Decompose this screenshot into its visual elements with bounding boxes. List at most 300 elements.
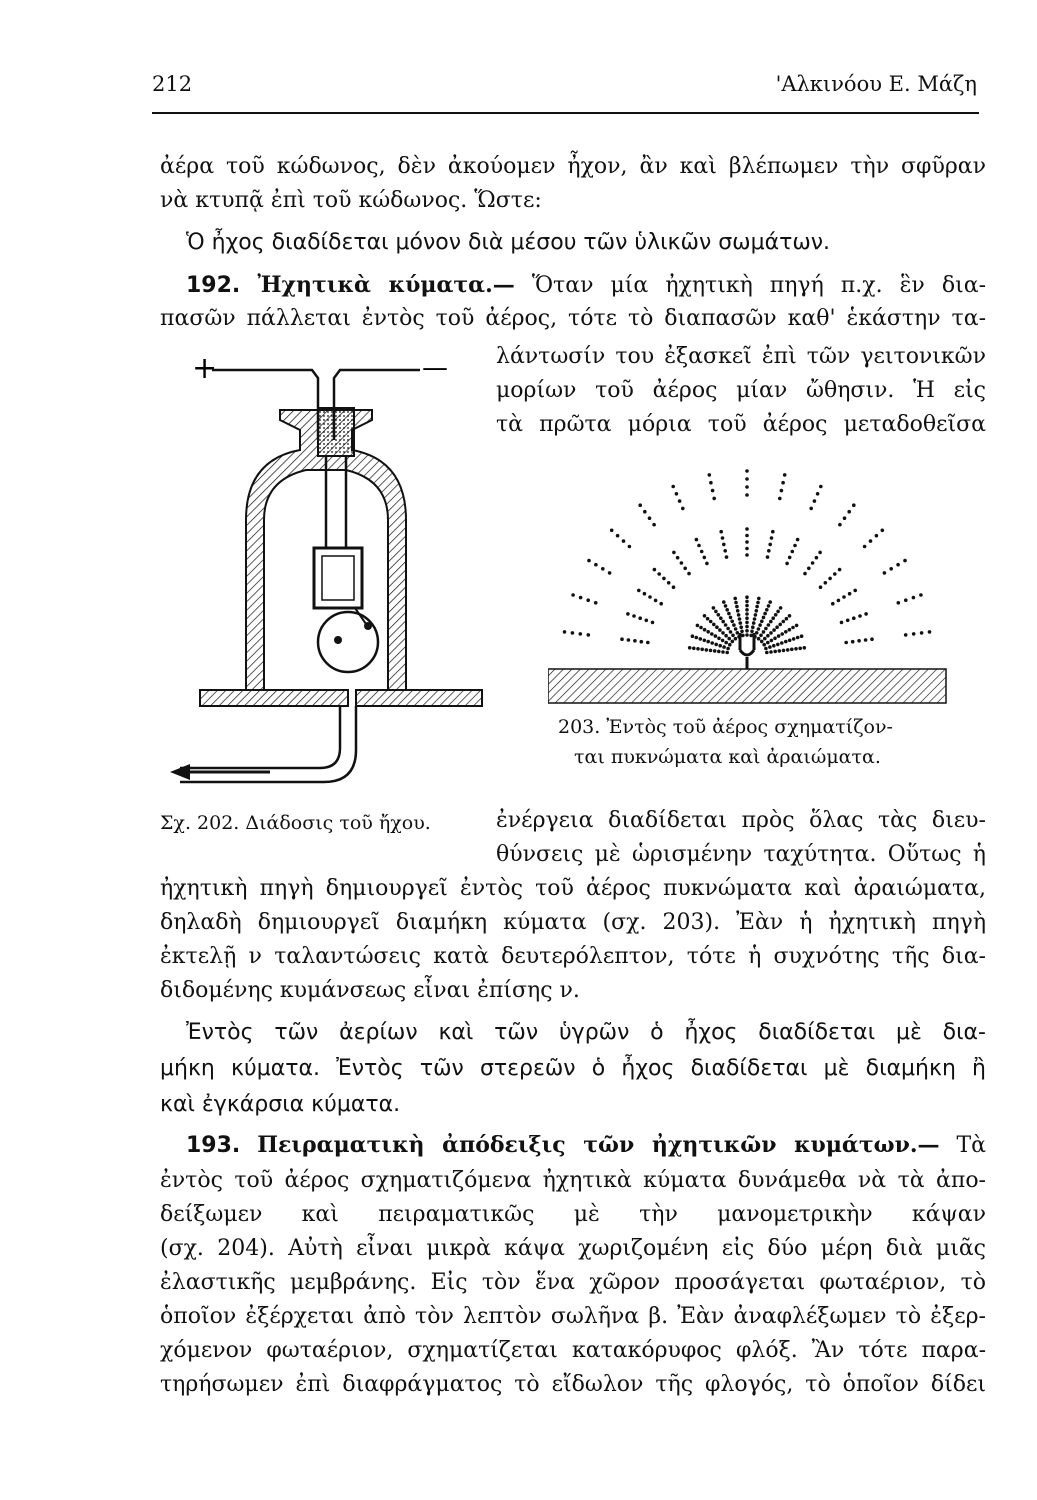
compression-dot — [688, 646, 692, 650]
compression-dot — [766, 634, 770, 638]
compression-dot — [928, 630, 932, 634]
compression-dot — [766, 555, 770, 559]
compression-dot — [726, 627, 730, 631]
text-line: ὁποῖον ἐξέρχεται ἀπὸ τὸν λεπτὸν σωλῆνα β. Ἐὰν ἀναφλέξωμεν τὸ ἐξερ- — [160, 1304, 986, 1329]
compression-dot — [652, 523, 656, 527]
compression-dot — [709, 649, 713, 653]
compression-dot — [756, 601, 760, 605]
compression-dot — [571, 593, 575, 597]
compression-dot — [725, 608, 729, 612]
plus-terminal-label: + — [192, 351, 218, 386]
compression-dot — [780, 641, 784, 645]
compression-dot — [896, 563, 900, 567]
fig202-caption: Σχ. 202. Διάδοσις τοῦ ἤχου. — [160, 812, 431, 834]
compression-dot — [732, 623, 736, 627]
compression-dot — [815, 556, 819, 560]
text-line: ἐλαστικῆς μεμβράνης. Εἰς τὸν ἕνα χῶρον προσάγεται φωταέριον, τὸ — [160, 1270, 986, 1295]
compression-dot — [883, 571, 887, 575]
fig203-caption-line1: 203. Ἐντὸς τοῦ ἀέρος σχηματίζον- — [558, 716, 893, 738]
compression-dot — [633, 639, 637, 643]
compression-dot — [837, 599, 841, 603]
highlight-statement: καὶ ἐγκάρσια κύματα. — [160, 1092, 401, 1117]
compression-dot — [721, 536, 725, 540]
compression-dot — [828, 577, 832, 581]
compression-dot — [851, 640, 855, 644]
compression-dot — [771, 530, 775, 534]
compression-dots — [563, 469, 932, 654]
compression-dot — [731, 634, 735, 638]
compression-dot — [745, 469, 749, 473]
compression-dot — [645, 619, 649, 623]
compression-dot — [745, 553, 749, 557]
compression-dot — [792, 637, 796, 641]
compression-dot — [745, 629, 749, 633]
compression-dot — [717, 650, 721, 654]
compression-dot — [703, 628, 707, 632]
compression-dot — [811, 561, 815, 565]
compression-dot — [760, 620, 764, 624]
compression-dot — [869, 539, 873, 543]
compression-dot — [587, 559, 591, 563]
compression-dot — [778, 497, 782, 501]
compression-dot — [745, 534, 749, 538]
compression-dot — [648, 595, 652, 599]
compression-dot — [779, 606, 783, 610]
compression-dot — [722, 543, 726, 547]
compression-dot — [775, 625, 779, 629]
compression-dot — [722, 645, 726, 649]
compression-dot — [912, 596, 916, 600]
compression-dot — [739, 625, 743, 629]
compression-dot — [616, 534, 620, 538]
compression-dot — [718, 628, 722, 632]
compression-dot — [706, 617, 710, 621]
compression-dot — [586, 598, 590, 602]
compression-dot — [717, 613, 721, 617]
compression-dot — [790, 648, 794, 652]
compression-dot — [638, 616, 642, 620]
fig203-caption-line2: ται πυκνώματα καὶ ἀραιώματα. — [574, 746, 881, 768]
compression-dot — [728, 643, 732, 647]
compression-dot — [782, 620, 786, 624]
compression-dot — [721, 631, 725, 635]
compression-dot — [846, 619, 850, 623]
compression-dot — [819, 485, 823, 489]
text-line: διδομένης κυμάνσεως εἶναι ἐπίσης ν. — [160, 978, 580, 1003]
compression-dot — [719, 530, 723, 534]
compression-dot — [687, 572, 691, 576]
compression-dot — [745, 485, 749, 489]
compression-dot — [795, 624, 799, 628]
compression-dot — [733, 597, 737, 601]
compression-dot — [708, 473, 712, 477]
compression-dot — [852, 503, 856, 507]
compression-dot — [776, 610, 780, 614]
compression-dot — [709, 620, 713, 624]
compression-dot — [751, 625, 755, 629]
compression-dot — [740, 630, 744, 634]
text-line: Τὰ — [956, 1133, 986, 1158]
compression-dot — [706, 630, 710, 634]
compression-dot — [691, 634, 695, 638]
section-number: 192. — [186, 273, 241, 298]
compression-dot — [587, 633, 591, 637]
compression-dot — [819, 585, 823, 589]
compression-dot — [763, 612, 767, 616]
compression-dot — [773, 637, 777, 641]
text-line: μορίων τοῦ ἀέρος μίαν ὤθησιν. Ἡ εἰς — [496, 378, 986, 403]
compression-dot — [770, 639, 774, 643]
compression-dot — [794, 647, 798, 651]
compression-dot — [750, 630, 754, 634]
header-rule — [152, 112, 979, 114]
compression-dot — [759, 634, 763, 638]
compression-dot — [697, 544, 701, 548]
compression-dot — [784, 640, 788, 644]
compression-dot — [657, 572, 661, 576]
section-number: 193. — [186, 1133, 241, 1158]
sound-waves-diagram — [548, 455, 948, 715]
text-line: Ὅταν μία ἠχητικὴ πηγή π.χ. ἓν δια- — [531, 273, 986, 298]
compression-dot — [796, 538, 800, 542]
compression-dot — [765, 651, 769, 655]
compression-dot — [579, 632, 583, 636]
compression-dot — [594, 601, 598, 605]
compression-dot — [769, 631, 773, 635]
section-title: Πειραματικὴ ἀπόδειξις τῶν ἠχητικῶν κυμάτων.— — [257, 1132, 940, 1158]
compression-dot — [762, 643, 766, 647]
compression-dot — [768, 645, 772, 649]
compression-dot — [767, 549, 771, 553]
compression-dot — [737, 613, 741, 617]
compression-dot — [904, 598, 908, 602]
text-line: τὰ πρῶτα μόρια τοῦ ἀέρος μεταδοθεῖσα — [496, 412, 986, 437]
compression-dot — [816, 492, 820, 496]
compression-dot — [782, 649, 786, 653]
compression-dot — [781, 481, 785, 485]
compression-dot — [745, 527, 749, 531]
compression-dot — [712, 606, 716, 610]
compression-dot — [646, 641, 650, 645]
compression-dot — [881, 529, 885, 533]
compression-dot — [818, 551, 822, 555]
compression-dot — [703, 614, 707, 618]
compression-dot — [710, 641, 714, 645]
compression-dot — [745, 600, 749, 604]
compression-dot — [727, 637, 731, 641]
compression-dot — [643, 510, 647, 514]
compression-dot — [717, 637, 721, 641]
compression-dot — [757, 597, 761, 601]
compression-dot — [857, 639, 861, 643]
compression-dot — [920, 631, 924, 635]
compression-dot — [870, 637, 874, 641]
compression-dot — [651, 621, 655, 625]
compression-dot — [563, 630, 567, 634]
compression-dot — [777, 634, 781, 638]
text-line: λάντωσίν του ἐξασκεῖ ἐπὶ τῶν γειτονικῶν — [496, 344, 986, 369]
compression-dot — [749, 634, 753, 638]
compression-dot — [783, 473, 787, 477]
compression-dot — [769, 620, 773, 624]
compression-dot — [654, 599, 658, 603]
compression-dot — [745, 608, 749, 612]
compression-dot — [710, 632, 714, 636]
compression-dot — [714, 610, 718, 614]
compression-dot — [838, 568, 842, 572]
compression-dot — [758, 623, 762, 627]
compression-dot — [864, 612, 868, 616]
compression-dot — [745, 477, 749, 481]
compression-dot — [721, 650, 725, 654]
compression-dot — [809, 507, 813, 511]
minus-terminal-label: — — [422, 353, 448, 383]
text-line: ἐκτελῇ ν ταλαντώσεις κατὰ δευτερόλεπτον, τότε ἡ συχνότης τῆς δια- — [160, 944, 986, 969]
compression-dot — [610, 529, 614, 533]
compression-dot — [741, 634, 745, 638]
compression-dot — [798, 647, 802, 651]
highlight-statement: μήκη κύματα. Ἐντὸς τῶν στερεῶν ὁ ἦχος διαδίδεται μὲ διαμήκη ἢ — [160, 1056, 986, 1081]
text-line: νὰ κτυπᾷ ἐπὶ τοῦ κώδωνος. Ὥστε: — [160, 188, 542, 213]
compression-dot — [788, 614, 792, 618]
compression-dot — [735, 605, 739, 609]
compression-dot — [864, 638, 868, 642]
compression-dot — [760, 640, 764, 644]
compression-dot — [721, 620, 725, 624]
compression-dot — [714, 634, 718, 638]
compression-dot — [675, 492, 679, 496]
compression-dot — [724, 623, 728, 627]
compression-dot — [594, 563, 598, 567]
compression-dot — [897, 601, 901, 605]
compression-dot — [671, 485, 675, 489]
compression-dot — [764, 647, 768, 651]
compression-dot — [771, 616, 775, 620]
compression-dot — [648, 516, 652, 520]
compression-dot — [745, 612, 749, 616]
compression-dot — [824, 581, 828, 585]
compression-dot — [643, 592, 647, 596]
text-line: χόμενον φωταέριον, σχηματίζεται κατακόρυφος φλόξ. Ἂν τότε παρα- — [160, 1338, 986, 1363]
compression-dot — [727, 612, 731, 616]
compression-dot — [692, 647, 696, 651]
compression-dot — [712, 623, 716, 627]
compression-dot — [667, 581, 671, 585]
compression-dot — [637, 589, 641, 593]
compression-dot — [800, 634, 804, 638]
compression-dot — [627, 638, 631, 642]
highlight-statement: Ὁ ἦχος διαδίδεται μόνον διὰ μέσου τῶν ὑλικῶν σωμάτων. — [186, 230, 831, 255]
compression-dot — [788, 639, 792, 643]
page-header — [152, 68, 977, 108]
compression-dot — [722, 600, 726, 604]
text-line: ἐντὸς τοῦ ἀέρος σχηματιζόμενα ἠχητικὰ κύματα δυνάμεθα νὰ τὰ ἀπο- — [160, 1168, 986, 1193]
compression-dot — [755, 605, 759, 609]
compression-dot — [843, 516, 847, 520]
compression-dot — [672, 585, 676, 589]
text-line: πασῶν πάλλεται ἐντὸς τοῦ ἀέρος, τότε τὸ διαπασῶν καθ' ἑκάστην τα- — [160, 306, 986, 331]
compression-dot — [753, 617, 757, 621]
compression-dot — [699, 626, 703, 630]
text-line: τηρήσωμεν ἐπὶ διαφράγματος τὸ εἴδωλον τῆς φλογός, τὸ ὁποῖον δίδει — [160, 1372, 986, 1397]
compression-dot — [803, 646, 807, 650]
compression-dot — [904, 633, 908, 637]
section-193-heading — [186, 1128, 986, 1163]
text-line: δηλαδὴ δημιουργεῖ διαμήκη κύματα (σχ. 203). Ἐὰν ἡ ἠχητικὴ πηγὴ — [160, 910, 986, 935]
compression-dot — [638, 503, 642, 507]
compression-dot — [721, 639, 725, 643]
compression-dot — [767, 623, 771, 627]
compression-dot — [703, 556, 707, 560]
compression-dot — [791, 626, 795, 630]
compression-dot — [726, 647, 730, 651]
compression-dot — [745, 547, 749, 551]
compression-dot — [695, 636, 699, 640]
compression-dot — [788, 556, 792, 560]
compression-dot — [889, 567, 893, 571]
compression-dot — [919, 593, 923, 597]
compression-dot — [714, 643, 718, 647]
compression-dot — [730, 620, 734, 624]
compression-dot — [706, 640, 710, 644]
compression-dot — [768, 600, 772, 604]
compression-dot — [659, 602, 663, 606]
compression-dot — [752, 621, 756, 625]
compression-dot — [745, 621, 749, 625]
highlight-statement: Ἐντὸς τῶν ἀερίων καὶ τῶν ὑγρῶν ὁ ἦχος διαδίδεται μὲ δια- — [186, 1020, 986, 1045]
compression-dot — [757, 627, 761, 631]
compression-dot — [844, 641, 848, 645]
compression-dot — [875, 534, 879, 538]
compression-dot — [724, 634, 728, 638]
compression-dot — [755, 609, 759, 613]
compression-dot — [847, 510, 851, 514]
compression-dot — [571, 631, 575, 635]
compression-dot — [745, 625, 749, 629]
text-line: δείξωμεν καὶ πειραματικῶς μὲ τὴν μανομετρικὴν κάψαν — [160, 1202, 986, 1227]
compression-dot — [840, 621, 844, 625]
compression-dot — [725, 555, 729, 559]
compression-dot — [696, 624, 700, 628]
compression-dot — [680, 561, 684, 565]
section-192-heading — [186, 268, 986, 303]
text-line: ἐνέργεια διαδίδεται πρὸς ὅλας τὰς διευ- — [496, 808, 986, 833]
compression-dot — [626, 612, 630, 616]
compression-dot — [762, 630, 766, 634]
page-number: 212 — [152, 72, 193, 96]
compression-dot — [738, 617, 742, 621]
compression-dot — [848, 592, 852, 596]
compression-dot — [729, 630, 733, 634]
compression-dot — [813, 499, 817, 503]
compression-dot — [739, 621, 743, 625]
compression-dot — [705, 562, 709, 566]
compression-dot — [745, 633, 749, 637]
compression-dot — [764, 627, 768, 631]
compression-dot — [745, 540, 749, 544]
compression-dot — [725, 651, 729, 655]
compression-dot — [768, 543, 772, 547]
compression-dot — [912, 632, 916, 636]
compression-dot — [579, 596, 583, 600]
compression-dot — [729, 616, 733, 620]
compression-dot — [765, 608, 769, 612]
compression-dot — [700, 550, 704, 554]
compression-dot — [705, 648, 709, 652]
compression-dot — [903, 559, 907, 563]
compression-dot — [745, 493, 749, 497]
compression-dot — [676, 556, 680, 560]
compression-dot — [776, 643, 780, 647]
compression-dot — [796, 636, 800, 640]
compression-dot — [842, 595, 846, 599]
compression-dot — [683, 567, 687, 571]
compression-dot — [791, 550, 795, 554]
compression-dot — [703, 639, 707, 643]
compression-dot — [773, 650, 777, 654]
compression-dot — [622, 539, 626, 543]
compression-dot — [662, 577, 666, 581]
compression-dot — [780, 489, 784, 493]
compression-dot — [858, 614, 862, 618]
compression-dot — [807, 567, 811, 571]
compression-dot — [678, 499, 682, 503]
compression-dot — [769, 650, 773, 654]
compression-dot — [719, 616, 723, 620]
compression-dot — [734, 601, 738, 605]
compression-dot — [831, 602, 835, 606]
compression-dot — [745, 616, 749, 620]
compression-dot — [715, 625, 719, 629]
compression-dot — [620, 637, 624, 641]
compression-dot — [718, 644, 722, 648]
compression-dot — [833, 572, 837, 576]
compression-dot — [640, 640, 644, 644]
compression-dot — [757, 637, 761, 641]
compression-dot — [763, 637, 767, 641]
compression-dot — [653, 568, 657, 572]
compression-dot — [754, 613, 758, 617]
compression-dot — [838, 523, 842, 527]
compression-dot — [723, 549, 727, 553]
compression-dot — [793, 544, 797, 548]
compression-dot — [731, 640, 735, 644]
compression-dot — [734, 637, 738, 641]
compression-dot — [709, 481, 713, 485]
compression-dot — [601, 567, 605, 571]
text-line: ἀέρα τοῦ κώδωνος, δὲν ἀκούομεν ἦχον, ἂν καὶ βλέπωμεν τὴν σφῦραν — [160, 154, 986, 179]
compression-dot — [785, 562, 789, 566]
compression-dot — [736, 609, 740, 613]
section-title: Ἠχητικὰ κύματα.— — [257, 272, 515, 298]
compression-dot — [785, 617, 789, 621]
compression-dot — [784, 630, 788, 634]
compression-dot — [745, 595, 749, 599]
compression-dot — [853, 589, 857, 593]
compression-dot — [724, 604, 728, 608]
compression-dot — [628, 545, 632, 549]
text-line: ἠχητικὴ πηγὴ δημιουργεῖ ἐντὸς τοῦ ἀέρος πυκνώματα καὶ ἀραιώματα, — [160, 876, 986, 901]
compression-dot — [632, 614, 636, 618]
compression-dot — [700, 648, 704, 652]
text-line: (σχ. 204). Αὐτὴ εἶναι μικρὰ κάψα χωριζομένη εἰς δύο μέρη διὰ μιᾶς — [160, 1236, 986, 1261]
compression-dot — [852, 616, 856, 620]
compression-dot — [767, 604, 771, 608]
text-line: θύνσεις μὲ ὡρισμένην ταχύτητα. Οὕτως ἡ — [496, 842, 986, 867]
compression-dot — [696, 647, 700, 651]
compression-dot — [762, 616, 766, 620]
compression-dot — [772, 644, 776, 648]
